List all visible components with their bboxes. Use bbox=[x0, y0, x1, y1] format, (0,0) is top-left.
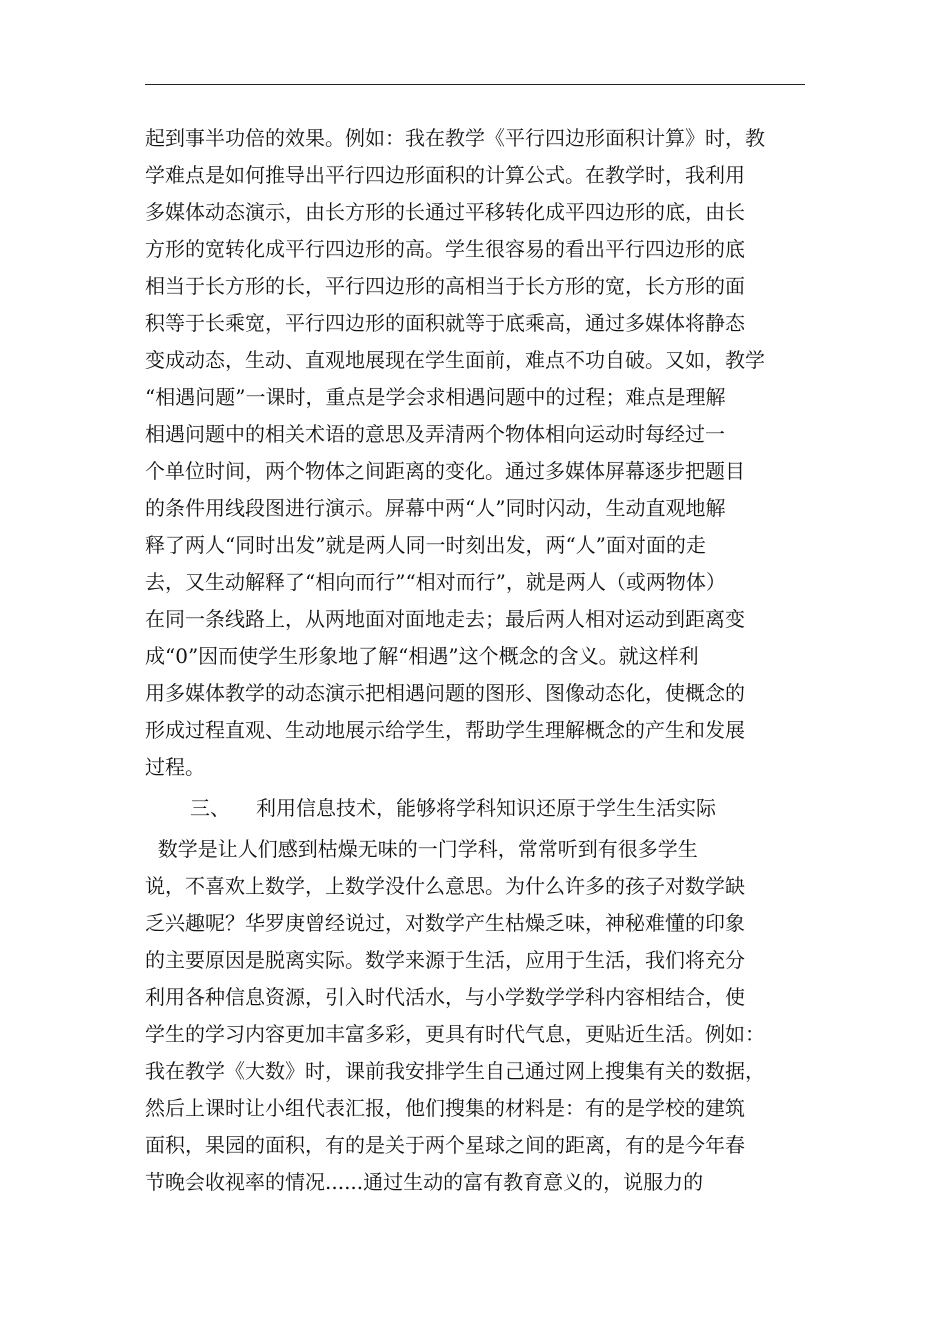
text-line: 变成动态，生动、直观地展现在学生面前，难点不功自破。又如，教学 bbox=[145, 348, 765, 372]
section-heading bbox=[190, 796, 810, 820]
text-line: 起到事半功倍的效果。例如：我在教学《平行四边形面积计算》时，教 bbox=[145, 126, 765, 150]
text-line: 然后上课时让小组代表汇报，他们搜集的材料是：有的是学校的建筑 bbox=[145, 1096, 745, 1120]
text-line: 相遇问题中的相关术语的意思及弄清两个物体相向运动时每经过一 bbox=[145, 422, 725, 446]
text-line: 方形的宽转化成平行四边形的高。学生很容易的看出平行四边形的底 bbox=[145, 237, 745, 261]
text-line: 的条件用线段图进行演示。屏幕中两“人”同时闪动，生动直观地解 bbox=[145, 496, 726, 520]
text-line: 在同一条线路上，从两地面对面地走去；最后两人相对运动到距离变 bbox=[145, 607, 745, 631]
section-number: 三、 bbox=[190, 796, 230, 820]
text-line: 节晚会收视率的情况......通过生动的富有教育意义的，说服力的 bbox=[145, 1170, 704, 1194]
text-line: 相当于长方形的长，平行四边形的高相当于长方形的宽，长方形的面 bbox=[145, 274, 745, 298]
text-line: “相遇问题”一课时，重点是学会求相遇问题中的过程；难点是理解 bbox=[145, 385, 726, 409]
text-line: 我在教学《大数》时，课前我安排学生自己通过网上搜集有关的数据， bbox=[145, 1059, 765, 1083]
text-line: 形成过程直观、生动地展示给学生，帮助学生理解概念的产生和发展 bbox=[145, 718, 745, 742]
text-line: 说，不喜欢上数学，上数学没什么意思。为什么许多的孩子对数学缺 bbox=[145, 874, 745, 898]
text-line: 面积，果园的面积，有的是关于两个星球之间的距离，有的是今年春 bbox=[145, 1133, 745, 1157]
text-line: 的主要原因是脱离实际。数学来源于生活，应用于生活，我们将充分 bbox=[145, 948, 745, 972]
text-line: 利用各种信息资源，引入时代活水，与小学数学学科内容相结合，使 bbox=[145, 985, 745, 1009]
text-line: 数学是让人们感到枯燥无味的一门学科，常常听到有很多学生 bbox=[145, 837, 698, 861]
text-line: 个单位时间，两个物体之间距离的变化。通过多媒体屏幕逐步把题目 bbox=[145, 459, 745, 483]
text-line: 释了两人“同时出发”就是两人同一时刻出发，两“人”面对面的走 bbox=[145, 533, 706, 557]
text-line: 用多媒体教学的动态演示把相遇问题的图形、图像动态化，使概念的 bbox=[145, 681, 745, 705]
text-line: 学生的学习内容更加丰富多彩，更具有时代气息，更贴近生活。例如： bbox=[145, 1022, 765, 1046]
text-line: 去，又生动解释了“相向而行”“相对而行”，就是两人（或两物体） bbox=[145, 570, 726, 594]
text-line: 积等于长乘宽，平行四边形的面积就等于底乘高，通过多媒体将静态 bbox=[145, 311, 745, 335]
text-line: 学难点是如何推导出平行四边形面积的计算公式。在教学时，我利用 bbox=[145, 163, 745, 187]
section-title: 利用信息技术，能够将学科知识还原于学生生活实际 bbox=[256, 796, 716, 820]
text-line: 过程。 bbox=[145, 755, 205, 779]
text-line: 多媒体动态演示，由长方形的长通过平移转化成平四边形的底，由长 bbox=[145, 200, 745, 224]
header-rule bbox=[145, 84, 805, 85]
text-line: 乏兴趣呢？华罗庚曾经说过，对数学产生枯燥乏味，神秘难懂的印象 bbox=[145, 911, 745, 935]
text-line: 成“0”因而使学生形象地了解“相遇”这个概念的含义。就这样利 bbox=[145, 644, 699, 668]
